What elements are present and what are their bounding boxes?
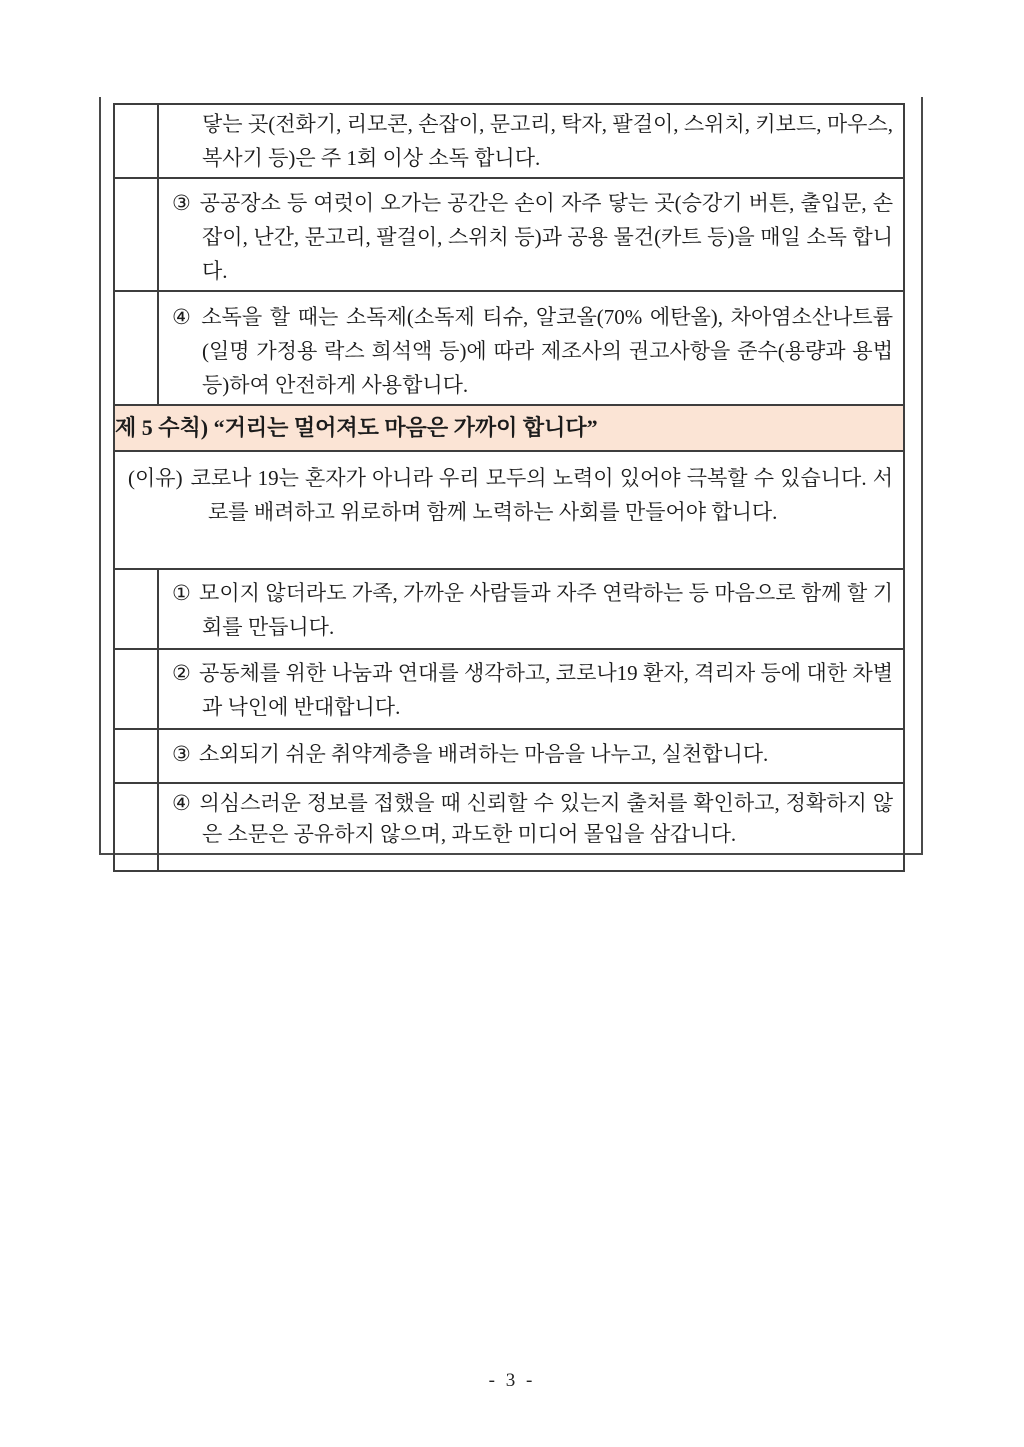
row-text-cell [158,104,904,178]
table-row-item [114,783,904,871]
table-row-item [114,178,904,291]
row-marker-cell [114,649,158,729]
reason-text: 코로나 19는 혼자가 아니라 우리 모두의 노력이 있어야 극복할 수 있습니다. 서로를 배려하고 위로하며 함께 노력하는 사회를 만들어야 합니다. [190,466,893,524]
row-marker-cell [114,178,158,291]
section-header: 제 5 수칙) “거리는 멀어져도 마음은 가까이 합니다” [114,405,904,451]
item-number: ④ [172,305,194,329]
item-text-block [172,737,893,771]
item-text: 소독을 할 때는 소독제(소독제 티슈, 알코올(70% 에탄올), 차아염소산나트륨(일명 가정용 락스 희석액 등)에 따라 제조사의 권고사항을 준수(용량과 용법 등)하여 안전하게 사용합니다. [201,305,894,397]
row-text-cell [158,178,904,291]
item-text: 의심스러운 정보를 접했을 때 신뢰할 수 있는지 출처를 확인하고, 정확하지 않은 소문은 공유하지 않으며, 과도한 미디어 몰입을 삼갑니다. [199,791,893,846]
item-text: 공동체를 위한 나눔과 연대를 생각하고, 코로나19 환자, 격리자 등에 대한 차별과 낙인에 반대합니다. [198,661,894,719]
row-text-cell [158,649,904,729]
row-text-cell [158,291,904,405]
reason-label: (이유) [128,466,183,490]
covid-rules-table [113,103,905,872]
page-number: - 3 - [488,1370,536,1391]
item-number: ② [172,661,191,685]
item-number: ④ [172,791,192,815]
item-text: 모이지 않더라도 가족, 가까운 사람들과 자주 연락하는 등 마음으로 함께 할 기회를 만듭니다. [199,581,894,639]
row-marker-cell [114,729,158,783]
item-text-block [172,656,893,724]
table-row-item [114,649,904,729]
reason-text-block [128,461,893,529]
item-number: ③ [172,742,191,766]
row-marker-cell [114,569,158,649]
row-marker-cell [114,783,158,871]
reason-row [114,451,904,569]
item-text-block [172,300,893,402]
row-marker-cell [114,291,158,405]
item-number: ① [172,581,192,605]
table-row-item [114,569,904,649]
item-text: 공공장소 등 여럿이 오가는 공간은 손이 자주 닿는 곳(승강기 버튼, 출입문, 손잡이, 난간, 문고리, 팔걸이, 스위치 등)과 공용 물건(카트 등)을 매일 소독 합니다. [199,191,894,283]
section-header-row [114,405,904,451]
item-number: ③ [172,191,192,215]
reason-cell [114,451,904,569]
table-row-continuation [114,104,904,178]
item-text-block [172,576,893,644]
table-row-item [114,729,904,783]
row-text-cell [158,569,904,649]
table-row-item [114,291,904,405]
item-text-block [172,186,893,288]
item-text-block [172,788,893,850]
row-marker-cell [114,104,158,178]
row-text-cell [158,729,904,783]
item-text: 소외되기 쉬운 취약계층을 배려하는 마음을 나누고, 실천합니다. [198,742,769,766]
continuation-text: 닿는 곳(전화기, 리모콘, 손잡이, 문고리, 탁자, 팔걸이, 스위치, 키보드, 마우스, 복사기 등)은 주 1회 이상 소독 합니다. [202,112,893,170]
row-text-cell [158,783,904,871]
